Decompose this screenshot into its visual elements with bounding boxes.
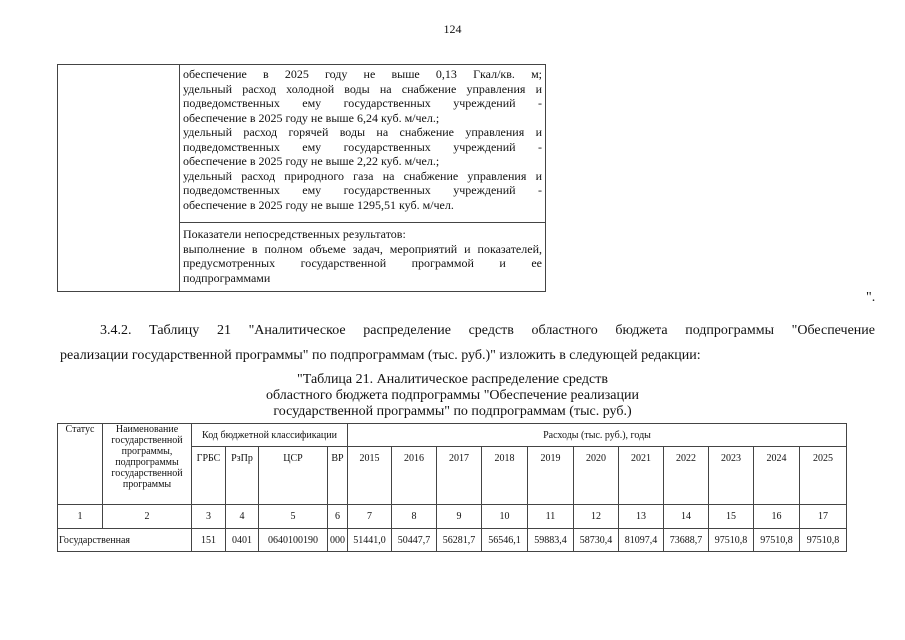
cell-amount: 97510,8 [754,529,800,552]
column-number: 9 [437,505,482,529]
table-title-line-3: государственной программы" по подпрограммам (тыс. руб.) [273,404,632,419]
continuation-table-left-cell [58,65,180,291]
column-number: 15 [709,505,754,529]
header-year: 2021 [619,447,664,505]
text-line: обеспечение в 2025 году не выше 1295,51 куб. м/чел. [183,197,454,212]
closing-quote: ". [866,290,876,305]
continuation-table [57,64,546,292]
text-line: подведомственных ему государственных учреждений - [183,96,542,110]
column-number: 11 [528,505,574,529]
table-row [58,529,847,552]
column-number: 12 [574,505,619,529]
text-line: удельный расход холодной воды на снабжение управления и [183,81,542,96]
continuation-table-right-cell [180,65,545,291]
text-line: обеспечение в 2025 году не выше 6,24 куб. м/чел.; [183,110,440,125]
text-line: подведомственных ему государственных учреждений - [183,139,542,154]
column-number: 6 [328,505,348,529]
paragraph-line-2: реализации государственной программы" по подпрограммам (тыс. руб.)" изложить в следующей редакции: [60,348,701,363]
text-line: подведомственных ему государственных учреждений - [183,183,542,197]
header-year: 2020 [574,447,619,505]
header-name: Наименование государственной программы, подпрограммы государственной программы [103,424,192,505]
table-title-line-2: областного бюджета подпрограммы "Обеспечение реализации [266,388,639,403]
header-grbs: ГРБС [192,447,226,505]
column-number: 13 [619,505,664,529]
text-line: обеспечение в 2025 году не выше 0,13 Гкал/кв. м; [183,67,542,81]
header-row [58,424,847,447]
text-line: выполнение в полном объеме задач, мероприятий и показателей, [183,241,542,256]
budget-distribution-table [57,423,847,552]
column-number: 17 [800,505,847,529]
column-number: 10 [482,505,528,529]
header-year: 2015 [348,447,392,505]
cell-rzpr: 0401 [226,529,259,552]
header-status: Статус [58,424,103,505]
header-year: 2019 [528,447,574,505]
header-csr: ЦСР [259,447,328,505]
column-number: 5 [259,505,328,529]
header-year: 2024 [754,447,800,505]
cell-amount: 50447,7 [392,529,437,552]
header-year: 2018 [482,447,528,505]
header-rzpr: РзПр [226,447,259,505]
cell-amount: 56281,7 [437,529,482,552]
table-21-title [0,372,905,420]
text-line: обеспечение в 2025 году не выше 2,22 куб. м/чел.; [183,154,440,168]
cell-amount: 58730,4 [574,529,619,552]
cell-grbs: 151 [192,529,226,552]
column-number: 16 [754,505,800,529]
cell-amount: 81097,4 [619,529,664,552]
text-line: удельный расход горячей воды на снабжение управления и [183,125,542,139]
resource-consumption-indicators [180,65,545,223]
header-year: 2022 [664,447,709,505]
column-number: 1 [58,505,103,529]
cell-csr: 0640100190 [259,529,328,552]
cell-amount: 59883,4 [528,529,574,552]
text-line: подпрограммами [183,270,271,285]
table-title-line-1: "Таблица 21. Аналитическое распределение средств [297,372,608,387]
header-budget-code: Код бюджетной классификации [192,424,348,447]
header-year: 2025 [800,447,847,505]
text-line: удельный расход природного газа на снабжение управления и [183,168,542,183]
cell-amount: 97510,8 [800,529,847,552]
column-number-row [58,505,847,529]
header-year: 2016 [392,447,437,505]
page-number: 124 [443,22,462,36]
column-number: 2 [103,505,192,529]
column-number: 3 [192,505,226,529]
row-status: Государственная [58,529,192,552]
cell-vr: 000 [328,529,348,552]
amendment-paragraph [60,318,875,368]
cell-amount: 97510,8 [709,529,754,552]
cell-amount: 73688,7 [664,529,709,552]
cell-amount: 51441,0 [348,529,392,552]
header-expenses: Расходы (тыс. руб.), годы [348,424,847,447]
header-vr: ВР [328,447,348,505]
header-year: 2023 [709,447,754,505]
header-year: 2017 [437,447,482,505]
direct-results-indicators [180,225,545,285]
column-number: 8 [392,505,437,529]
text-line: Показатели непосредственных результатов: [183,227,406,241]
text-line: предусмотренных государственной программой и ее [183,256,542,270]
column-number: 14 [664,505,709,529]
paragraph-line-1: 3.4.2. Таблицу 21 "Аналитическое распределение средств областного бюджета подпрограммы "Обеспечение [100,323,875,338]
cell-amount: 56546,1 [482,529,528,552]
column-number: 7 [348,505,392,529]
column-number: 4 [226,505,259,529]
